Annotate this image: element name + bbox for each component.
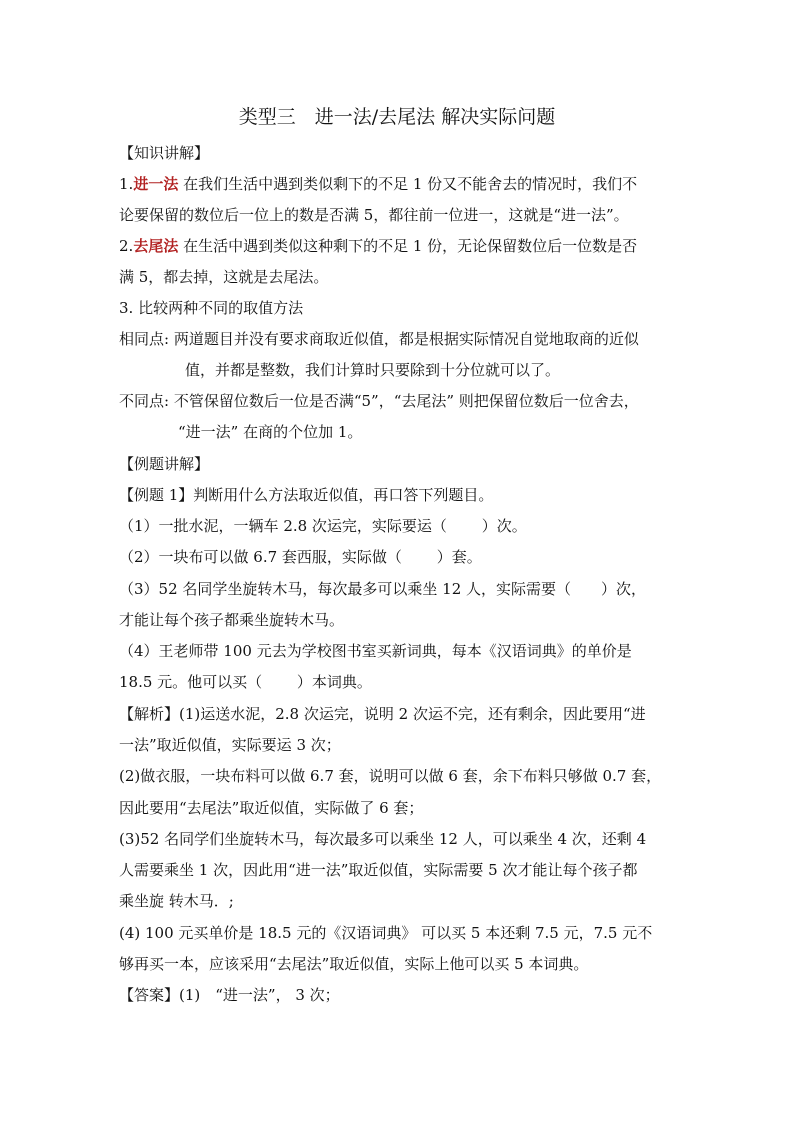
item-2-number: 2. (119, 237, 134, 255)
knowledge-item-1-cont: 论要保留的数位后一位上的数是否满 5，都往前一位进一，这就是“进一法”。 (119, 206, 629, 224)
analysis-1: 【解析】(1)运送水泥，2.8 次运完，说明 2 次运不完，还有剩余，因此要用“进 (119, 705, 646, 723)
diff-point: 不同点: 不管保留位数后一位是否满“5”，“去尾法” 则把保留位数后一位舍去， (119, 392, 639, 410)
knowledge-item-2 (119, 234, 699, 258)
analysis-4-cont: 够再买一本，应该采用“去尾法”取近似值，实际上他可以买 5 本词典。 (119, 955, 589, 973)
question-2: （2）一块布可以做 6.7 套西服，实际做（ ）套。 (119, 548, 482, 566)
page-title: 类型三 进一法/去尾法 解决实际问题 (238, 106, 556, 128)
analysis-2: (2)做衣服，一块布料可以做 6.7 套，说明可以做 6 套，余下布料只够做 0.7 套， (119, 767, 662, 785)
question-4-cont: 18.5 元。他可以买（ ）本词典。 (119, 673, 372, 691)
knowledge-item-3: 3. 比较两种不同的取值方法 (119, 299, 304, 317)
question-3-cont: 才能让每个孩子都乘坐旋转木马。 (119, 611, 345, 629)
diff-point-cont: “进一法” 在商的个位加 1。 (178, 423, 363, 441)
analysis-2-cont: 因此要用“去尾法”取近似值，实际做了 6 套； (119, 799, 424, 817)
item-1-text: 在我们生活中遇到类似剩下的不足 1 份又不能舍去的情况时，我们不 (178, 175, 638, 193)
example-intro: 【例题 1】判断用什么方法取近似值，再口答下列题目。 (119, 486, 494, 504)
term-jinyifa: 进一法 (133, 175, 179, 193)
analysis-4: (4) 100 元买单价是 18.5 元的《汉语词典》 可以买 5 本还剩 7.5 元，7.5 元不 (119, 924, 653, 942)
knowledge-item-1 (119, 172, 699, 196)
answer-line: 【答案】(1) “进一法”， 3 次； (119, 986, 340, 1004)
same-point-cont: 值，并都是整数，我们计算时只要除到十分位就可以了。 (185, 361, 561, 379)
analysis-3-cont-2: 乘坐旋 转木马．; (119, 892, 234, 910)
same-point: 相同点: 两道题目并没有要求商取近似值，都是根据实际情况自觉地取商的近似 (119, 330, 639, 348)
item-2-text: 在生活中遇到类似这种剩下的不足 1 份，无论保留数位后一位数是否 (178, 237, 638, 255)
knowledge-item-2-cont: 满 5，都去掉，这就是去尾法。 (119, 268, 329, 286)
analysis-3-cont: 人需要乘坐 1 次，因此用“进一法”取近似值，实际需要 5 次才能让每个孩子都 (119, 861, 638, 879)
question-3: （3）52 名同学坐旋转木马，每次最多可以乘坐 12 人，实际需要（ ）次， (119, 580, 647, 598)
term-quweifa: 去尾法 (133, 237, 179, 255)
item-1-number: 1. (119, 175, 134, 193)
question-1: （1）一批水泥，一辆车 2.8 次运完，实际要运（ ）次。 (119, 517, 527, 535)
example-header: 【例题讲解】 (119, 455, 210, 473)
knowledge-header: 【知识讲解】 (119, 144, 210, 162)
question-4: （4）王老师带 100 元去为学校图书室买新词典，每本《汉语词典》的单价是 (119, 642, 632, 660)
analysis-3: (3)52 名同学们坐旋转木马，每次最多可以乘坐 12 人，可以乘坐 4 次，还剩 4 (119, 830, 647, 848)
analysis-1-cont: 一法”取近似值，实际要运 3 次； (119, 736, 341, 754)
